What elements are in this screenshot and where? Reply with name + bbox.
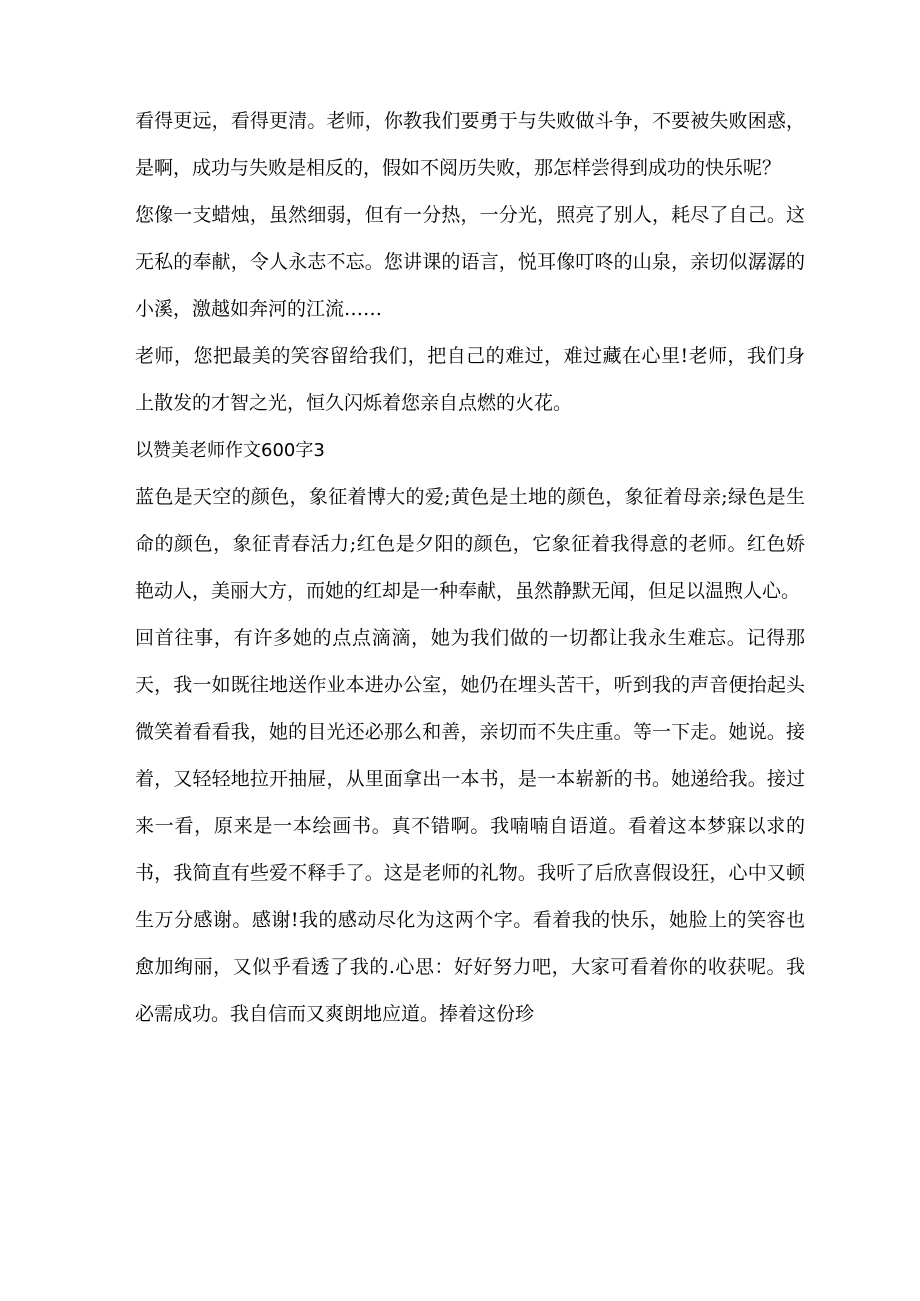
section-heading: 以赞美老师作文600字3 [135, 440, 325, 461]
document-page [135, 98, 805, 1038]
paragraph-2: 您像一支蜡烛，虽然细弱，但有一分热，一分光，照亮了别人，耗尽了自己。这无私的奉献，令人永志不忘。您讲课的语言，悦耳像叮咚的山泉，亲切似潺潺的小溪，激越如奔河的江流…… [135, 204, 805, 320]
paragraph-4: 蓝色是天空的颜色，象征着博大的爱;黄色是土地的颜色，象征着母亲;绿色是生命的颜色，象征青春活力;红色是夕阳的颜色，它象征着我得意的老师。红色娇艳动人，美丽大方，而她的红却是一种奉献，虽然静默无闻，但足以温煦人心。 [135, 486, 805, 602]
paragraph-1: 看得更远，看得更清。老师，你教我们要勇于与失败做斗争，不要被失败困惑，是啊，成功与失败是相反的，假如不阅历失败，那怎样尝得到成功的快乐呢？ [135, 110, 805, 179]
paragraph-3: 老师，您把最美的笑容留给我们，把自己的难过，难过藏在心里!老师，我们身上散发的才智之光，恒久闪烁着您亲自点燃的火花。 [135, 345, 805, 414]
paragraph-5: 回首往事，有许多她的点点滴滴，她为我们做的一切都让我永生难忘。记得那天，我一如既往地送作业本进办公室，她仍在埋头苦干，听到我的声音便抬起头微笑着看看我，她的目光还必那么和善，亲切而不失庄重。等一下走。她说。接着，又轻轻地拉开抽屉，从里面拿出一本书，是一本崭新的书。她递给我。接过来一看，原来是一本绘画书。真不错啊。我喃喃自语道。看着这本梦寐以求的书，我简直有些爱不释手了。这是老师的礼物。我听了后欣喜假设狂，心中又顿生万分感谢。感谢!我的感动尽化为这两个字。看着我的快乐，她脸上的笑容也愈加绚丽，又似乎看透了我的.心思：好好努力吧，大家可看着你的收获呢。我必需成功。我自信而又爽朗地应道。捧着这份珍 [135, 627, 805, 1025]
